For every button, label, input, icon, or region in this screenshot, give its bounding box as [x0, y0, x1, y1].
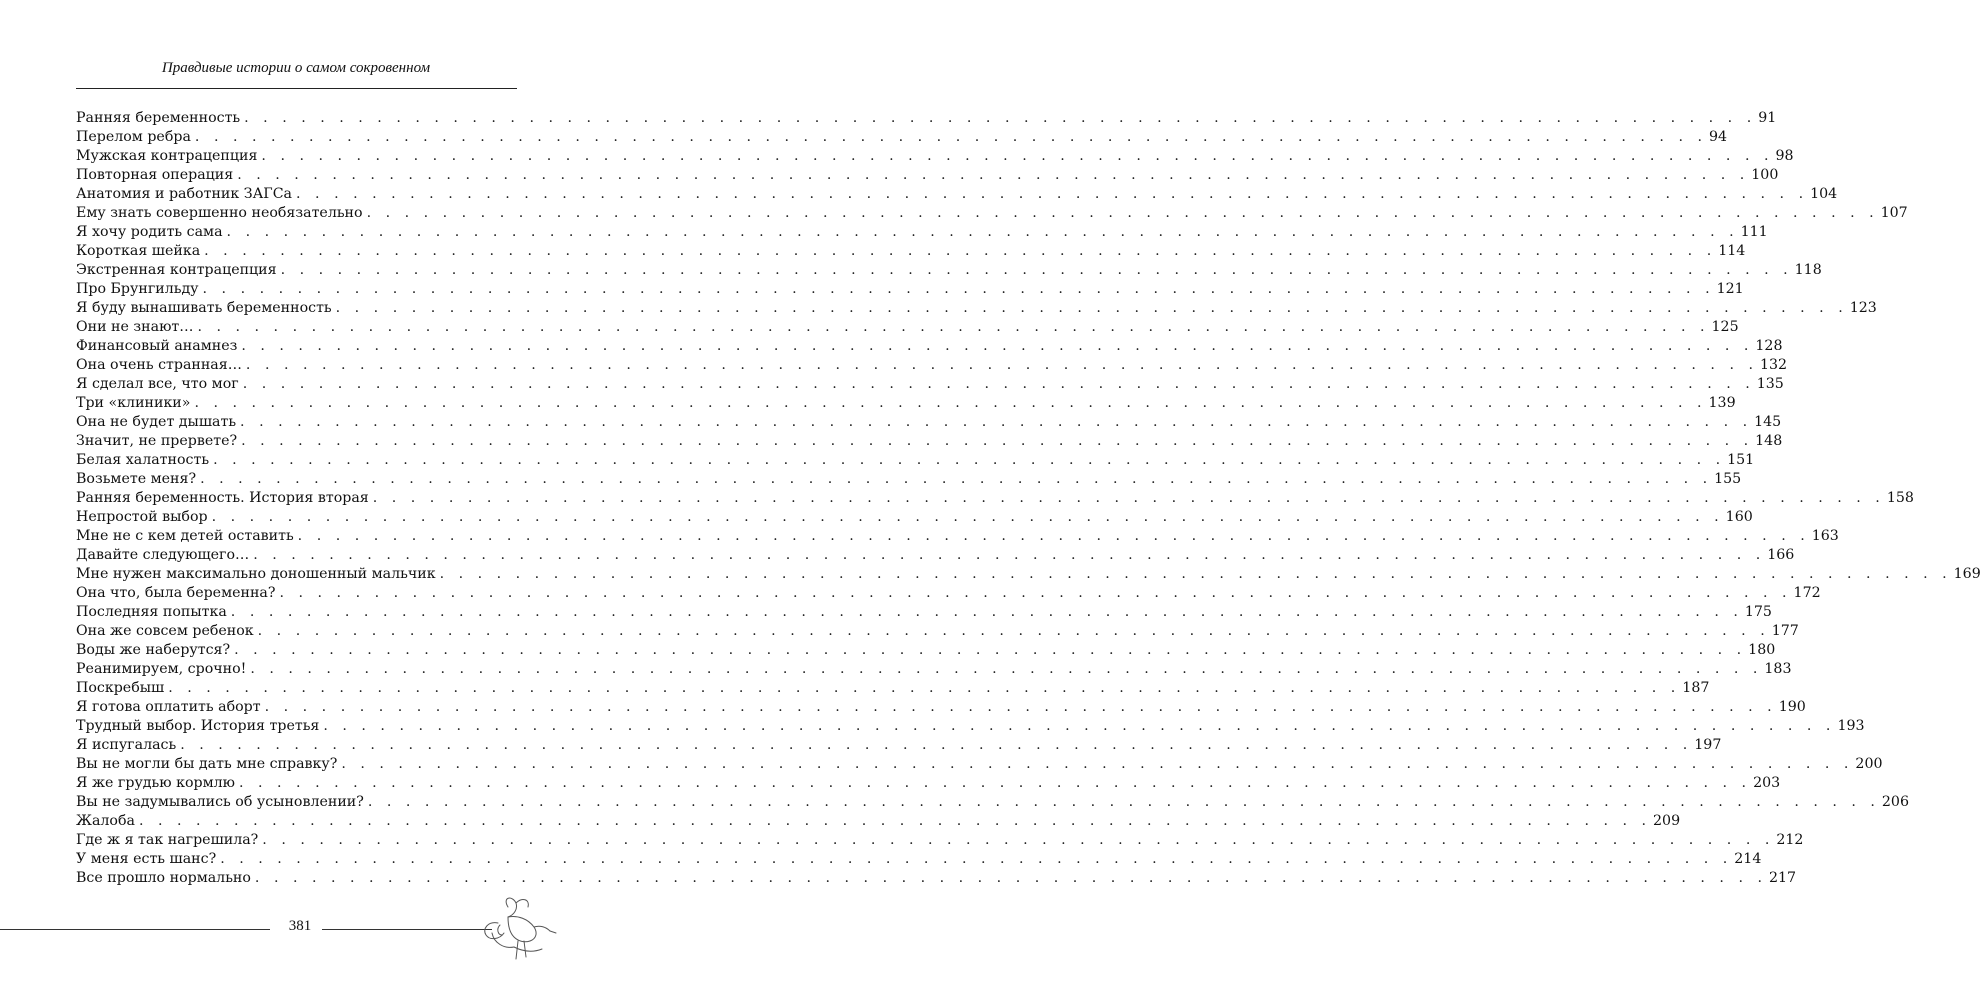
toc-entry: [76, 679, 1710, 698]
toc-entry-page: 190: [1778, 699, 1806, 715]
toc-entry: [76, 812, 1681, 831]
toc-entry-title: Значит, не прервете?: [76, 433, 238, 449]
toc-entry-title: Все прошло нормально: [76, 870, 251, 886]
toc-leader-dots: . . . . . . . . . . . . . . . . . . . . . . . . . . . . . . . . . . . . . . . . . . . . . . . . . . . . . . . . . . . . . . . . . . . . . . . . . . . . . . . .: [367, 794, 1880, 810]
toc-leader-dots: . . . . . . . . . . . . . . . . . . . . . . . . . . . . . . . . . . . . . . . . . . . . . . . . . . . . . . . . . . . . . . . . . . . . . . . . . . . . . . . .: [323, 718, 1836, 734]
footer-divider-right: [322, 929, 492, 930]
toc-entry-title: Финансовый анамнез: [76, 338, 238, 354]
toc-entry-title: Вы не задумывались об усыновлении?: [76, 794, 364, 810]
toc-entry: [76, 641, 1776, 660]
toc-leader-dots: . . . . . . . . . . . . . . . . . . . . . . . . . . . . . . . . . . . . . . . . . . . . . . . . . . . . . . . . . . . . . . . . . . . . . . . . . . . . . . . .: [261, 148, 1774, 164]
toc-entry: [76, 774, 1781, 793]
toc-entry-title: Я сделал все, что мог: [76, 376, 239, 392]
toc-entry: [76, 793, 1909, 812]
toc-entry-title: Перелом ребра: [76, 129, 191, 145]
toc-entry-title: Про Брунгильду: [76, 281, 199, 297]
toc-entry-title: У меня есть шанс?: [76, 851, 217, 867]
toc-leader-dots: . . . . . . . . . . . . . . . . . . . . . . . . . . . . . . . . . . . . . . . . . . . . . . . . . . . . . . . . . . . . . . . . . . . . . . . . . . . . . . . .: [200, 471, 1713, 487]
toc-entry-title: Она очень странная…: [76, 357, 242, 373]
toc-leader-dots: . . . . . . . . . . . . . . . . . . . . . . . . . . . . . . . . . . . . . . . . . . . . . . . . . . . . . . . . . . . . . . . . . . . . . . . . . . . . . . . .: [241, 433, 1754, 449]
toc-entry-page: 91: [1758, 110, 1777, 126]
toc-leader-dots: . . . . . . . . . . . . . . . . . . . . . . . . . . . . . . . . . . . . . . . . . . . . . . . . . . . . . . . . . . . . . . . . . . . . . . . . . . . . . . . .: [262, 832, 1775, 848]
toc-entry: [76, 356, 1788, 375]
toc-leader-dots: . . . . . . . . . . . . . . . . . . . . . . . . . . . . . . . . . . . . . . . . . . . . . . . . . . . . . . . . . . . . . . . . . . . . . . . . . . . . . . . .: [204, 243, 1717, 259]
toc-entry-page: 187: [1682, 680, 1710, 696]
toc-entry-title: Мне не с кем детей оставить: [76, 528, 294, 544]
toc-entry-page: 100: [1751, 167, 1779, 183]
toc-entry: [76, 717, 1865, 736]
toc-entry-title: Три «клиники»: [76, 395, 191, 411]
toc-entry-title: Короткая шейка: [76, 243, 201, 259]
toc-entry: [76, 451, 1755, 470]
toc-entry: [76, 109, 1777, 128]
toc-entry: [76, 603, 1772, 622]
toc-entry: [76, 299, 1877, 318]
toc-leader-dots: . . . . . . . . . . . . . . . . . . . . . . . . . . . . . . . . . . . . . . . . . . . . . . . . . . . . . . . . . . . . . . . . . . . . . . . . . . . . . . . .: [197, 319, 1710, 335]
toc-entry-title: Анатомия и работник ЗАГСа: [76, 186, 293, 202]
toc-leader-dots: . . . . . . . . . . . . . . . . . . . . . . . . . . . . . . . . . . . . . . . . . . . . . . . . . . . . . . . . . . . . . . . . . . . . . . . . . . . . . . . .: [296, 186, 1809, 202]
toc-entry: [76, 242, 1746, 261]
toc-entry-page: 203: [1753, 775, 1781, 791]
toc-entry: [76, 831, 1804, 850]
toc-entry-page: 197: [1694, 737, 1722, 753]
toc-leader-dots: . . . . . . . . . . . . . . . . . . . . . . . . . . . . . . . . . . . . . . . . . . . . . . . . . . . . . . . . . . . . . . . . . . . . . . . . . . . . . . . .: [341, 756, 1854, 772]
toc-entry: [76, 736, 1722, 755]
toc-entry-page: 121: [1716, 281, 1744, 297]
toc-entry: [76, 489, 1914, 508]
toc-entry-page: 145: [1754, 414, 1782, 430]
toc-entry-title: Реанимируем, срочно!: [76, 661, 247, 677]
toc-entry-page: 135: [1756, 376, 1784, 392]
toc-entry-title: Где ж я так нагрешила?: [76, 832, 259, 848]
toc-entry-page: 163: [1811, 528, 1839, 544]
toc-entry: [76, 584, 1821, 603]
toc-entry-page: 111: [1740, 224, 1768, 240]
toc-entry: [76, 698, 1806, 717]
toc-entry-title: Белая халатность: [76, 452, 210, 468]
toc-leader-dots: . . . . . . . . . . . . . . . . . . . . . . . . . . . . . . . . . . . . . . . . . . . . . . . . . . . . . . . . . . . . . . . . . . . . . . . . . . . . . . . .: [253, 547, 1766, 563]
toc-entry-title: Воды же наберутся?: [76, 642, 231, 658]
toc-entry-page: 169: [1953, 566, 1981, 582]
toc-entry: [76, 869, 1797, 888]
toc-leader-dots: . . . . . . . . . . . . . . . . . . . . . . . . . . . . . . . . . . . . . . . . . . . . . . . . . . . . . . . . . . . . . . . . . . . . . . . . . . . . . . . .: [234, 642, 1747, 658]
toc-leader-dots: . . . . . . . . . . . . . . . . . . . . . . . . . . . . . . . . . . . . . . . . . . . . . . . . . . . . . . . . . . . . . . . . . . . . . . . . . . . . . . . .: [211, 509, 1724, 525]
toc-entry-page: 132: [1759, 357, 1788, 373]
toc-entry-page: 206: [1881, 794, 1909, 810]
toc-entry: [76, 147, 1794, 166]
toc-entry: [76, 261, 1822, 280]
toc-leader-dots: . . . . . . . . . . . . . . . . . . . . . . . . . . . . . . . . . . . . . . . . . . . . . . . . . . . . . . . . . . . . . . . . . . . . . . . . . . . . . . . .: [237, 167, 1750, 183]
toc-entry-page: 107: [1880, 205, 1908, 221]
toc-entry: [76, 660, 1792, 679]
toc-entry-title: Давайте следующего…: [76, 547, 250, 563]
toc-leader-dots: . . . . . . . . . . . . . . . . . . . . . . . . . . . . . . . . . . . . . . . . . . . . . . . . . . . . . . . . . . . . . . . . . . . . . . . . . . . . . . . .: [202, 281, 1715, 297]
toc-leader-dots: . . . . . . . . . . . . . . . . . . . . . . . . . . . . . . . . . . . . . . . . . . . . . . . . . . . . . . . . . . . . . . . . . . . . . . . . . . . . . . . .: [439, 566, 1952, 582]
toc-leader-dots: . . . . . . . . . . . . . . . . . . . . . . . . . . . . . . . . . . . . . . . . . . . . . . . . . . . . . . . . . . . . . . . . . . . . . . . . . . . . . . . .: [372, 490, 1885, 506]
page-number: 381: [288, 918, 312, 934]
toc-entry-title: Она что, была беременна?: [76, 585, 276, 601]
toc-entry-page: 151: [1727, 452, 1755, 468]
footer-divider-left: [0, 929, 270, 930]
toc-leader-dots: . . . . . . . . . . . . . . . . . . . . . . . . . . . . . . . . . . . . . . . . . . . . . . . . . . . . . . . . . . . . . . . . . . . . . . . . . . . . . . . .: [213, 452, 1726, 468]
stork-icon: [478, 893, 558, 963]
toc-entry-page: 209: [1653, 813, 1681, 829]
toc-leader-dots: . . . . . . . . . . . . . . . . . . . . . . . . . . . . . . . . . . . . . . . . . . . . . . . . . . . . . . . . . . . . . . . . . . . . . . . . . . . . . . . .: [245, 357, 1758, 373]
toc-leader-dots: . . . . . . . . . . . . . . . . . . . . . . . . . . . . . . . . . . . . . . . . . . . . . . . . . . . . . . . . . . . . . . . . . . . . . . . . . . . . . . . .: [280, 262, 1793, 278]
toc-entry-page: 114: [1718, 243, 1746, 259]
toc-entry: [76, 432, 1783, 451]
toc-entry-page: 125: [1711, 319, 1739, 335]
toc-entry: [76, 337, 1783, 356]
toc-leader-dots: . . . . . . . . . . . . . . . . . . . . . . . . . . . . . . . . . . . . . . . . . . . . . . . . . . . . . . . . . . . . . . . . . . . . . . . . . . . . . . . .: [226, 224, 1739, 240]
toc-entry-title: Поскребыш: [76, 680, 165, 696]
toc-entry-title: Непростой выбор: [76, 509, 208, 525]
toc-entry-page: 139: [1708, 395, 1736, 411]
toc-leader-dots: . . . . . . . . . . . . . . . . . . . . . . . . . . . . . . . . . . . . . . . . . . . . . . . . . . . . . . . . . . . . . . . . . . . . . . . . . . . . . . . .: [264, 699, 1777, 715]
toc-entry-page: 180: [1748, 642, 1776, 658]
toc-entry-title: Мужская контрацепция: [76, 148, 258, 164]
toc-entry-page: 123: [1849, 300, 1877, 316]
toc-leader-dots: . . . . . . . . . . . . . . . . . . . . . . . . . . . . . . . . . . . . . . . . . . . . . . . . . . . . . . . . . . . . . . . . . . . . . . . . . . . . . . . .: [220, 851, 1733, 867]
toc-entry-page: 160: [1725, 509, 1753, 525]
toc-entry-page: 128: [1755, 338, 1783, 354]
toc-entry: [76, 470, 1742, 489]
toc-leader-dots: . . . . . . . . . . . . . . . . . . . . . . . . . . . . . . . . . . . . . . . . . . . . . . . . . . . . . . . . . . . . . . . . . . . . . . . . . . . . . . . .: [297, 528, 1810, 544]
toc-entry-page: 158: [1886, 490, 1914, 506]
toc-leader-dots: . . . . . . . . . . . . . . . . . . . . . . . . . . . . . . . . . . . . . . . . . . . . . . . . . . . . . . . . . . . . . . . . . . . . . . . . . . . . . . . .: [250, 661, 1763, 677]
toc-entry: [76, 850, 1762, 869]
toc-entry: [76, 185, 1838, 204]
toc-entry: [76, 128, 1728, 147]
toc-leader-dots: . . . . . . . . . . . . . . . . . . . . . . . . . . . . . . . . . . . . . . . . . . . . . . . . . . . . . . . . . . . . . . . . . . . . . . . . . . . . . . . .: [138, 813, 1652, 829]
toc-leader-dots: . . . . . . . . . . . . . . . . . . . . . . . . . . . . . . . . . . . . . . . . . . . . . . . . . . . . . . . . . . . . . . . . . . . . . . . . . . . . . . . .: [230, 604, 1743, 620]
toc-entry-title: Повторная операция: [76, 167, 234, 183]
toc-entry: [76, 622, 1799, 641]
header-divider: [76, 88, 517, 89]
toc-entry: [76, 413, 1782, 432]
toc-entry: [76, 546, 1795, 565]
toc-entry-page: 172: [1793, 585, 1821, 601]
toc-leader-dots: . . . . . . . . . . . . . . . . . . . . . . . . . . . . . . . . . . . . . . . . . . . . . . . . . . . . . . . . . . . . . . . . . . . . . . . . . . . . . . . .: [254, 870, 1767, 886]
toc-entry-title: Возьмете меня?: [76, 471, 197, 487]
toc-leader-dots: . . . . . . . . . . . . . . . . . . . . . . . . . . . . . . . . . . . . . . . . . . . . . . . . . . . . . . . . . . . . . . . . . . . . . . . . . . . . . . . .: [194, 129, 1707, 145]
toc-entry-title: Она не будет дышать: [76, 414, 237, 430]
toc-leader-dots: . . . . . . . . . . . . . . . . . . . . . . . . . . . . . . . . . . . . . . . . . . . . . . . . . . . . . . . . . . . . . . . . . . . . . . . . . . . . . . . .: [240, 414, 1753, 430]
toc-entry-page: 155: [1714, 471, 1742, 487]
toc-entry-title: Я же грудью кормлю: [76, 775, 235, 791]
toc-entry-title: Трудный выбор. История третья: [76, 718, 320, 734]
toc-entry-title: Экстренная контрацепция: [76, 262, 277, 278]
toc-entry-title: Жалоба: [76, 813, 135, 829]
toc-entry-page: 177: [1771, 623, 1799, 639]
toc-leader-dots: . . . . . . . . . . . . . . . . . . . . . . . . . . . . . . . . . . . . . . . . . . . . . . . . . . . . . . . . . . . . . . . . . . . . . . . . . . . . . . . .: [239, 775, 1752, 791]
toc-entry-title: Мне нужен максимально доношенный мальчик: [76, 566, 436, 582]
toc-entry-title: Я испугалась: [76, 737, 177, 753]
toc-leader-dots: . . . . . . . . . . . . . . . . . . . . . . . . . . . . . . . . . . . . . . . . . . . . . . . . . . . . . . . . . . . . . . . . . . . . . . . . . . . . . . . .: [244, 110, 1757, 126]
toc-leader-dots: . . . . . . . . . . . . . . . . . . . . . . . . . . . . . . . . . . . . . . . . . . . . . . . . . . . . . . . . . . . . . . . . . . . . . . . . . . . . . . . .: [242, 376, 1755, 392]
toc-leader-dots: . . . . . . . . . . . . . . . . . . . . . . . . . . . . . . . . . . . . . . . . . . . . . . . . . . . . . . . . . . . . . . . . . . . . . . . . . . . . . . . .: [168, 680, 1681, 696]
toc-entry-title: Они не знают…: [76, 319, 194, 335]
toc-entry: [76, 166, 1779, 185]
toc-entry: [76, 375, 1784, 394]
running-header: Правдивые истории о самом сокровенном: [161, 60, 431, 76]
toc-leader-dots: . . . . . . . . . . . . . . . . . . . . . . . . . . . . . . . . . . . . . . . . . . . . . . . . . . . . . . . . . . . . . . . . . . . . . . . . . . . . . . . .: [257, 623, 1770, 639]
toc-entry: [76, 394, 1736, 413]
toc-entry: [76, 204, 1908, 223]
toc-entry: [76, 280, 1744, 299]
toc-leader-dots: . . . . . . . . . . . . . . . . . . . . . . . . . . . . . . . . . . . . . . . . . . . . . . . . . . . . . . . . . . . . . . . . . . . . . . . . . . . . . . . .: [180, 737, 1693, 753]
toc-entry-page: 193: [1837, 718, 1865, 734]
toc-entry: [76, 565, 1981, 584]
toc-leader-dots: . . . . . . . . . . . . . . . . . . . . . . . . . . . . . . . . . . . . . . . . . . . . . . . . . . . . . . . . . . . . . . . . . . . . . . . . . . . . . . . .: [335, 300, 1848, 316]
toc-entry-page: 104: [1810, 186, 1838, 202]
toc-entry-title: Я буду вынашивать беременность: [76, 300, 332, 316]
toc-entry-title: Я хочу родить сама: [76, 224, 223, 240]
toc-entry: [76, 508, 1753, 527]
table-of-contents: [76, 109, 1981, 888]
toc-entry-title: Последняя попытка: [76, 604, 227, 620]
toc-entry-title: Ему знать совершенно необязательно: [76, 205, 363, 221]
toc-leader-dots: . . . . . . . . . . . . . . . . . . . . . . . . . . . . . . . . . . . . . . . . . . . . . . . . . . . . . . . . . . . . . . . . . . . . . . . . . . . . . . . .: [241, 338, 1754, 354]
toc-entry-title: Я готова оплатить аборт: [76, 699, 261, 715]
toc-entry-page: 166: [1767, 547, 1795, 563]
toc-entry-page: 175: [1744, 604, 1772, 620]
toc-entry-page: 94: [1708, 129, 1728, 145]
toc-entry-title: Ранняя беременность. История вторая: [76, 490, 369, 506]
toc-leader-dots: . . . . . . . . . . . . . . . . . . . . . . . . . . . . . . . . . . . . . . . . . . . . . . . . . . . . . . . . . . . . . . . . . . . . . . . . . . . . . . . .: [279, 585, 1792, 601]
toc-leader-dots: . . . . . . . . . . . . . . . . . . . . . . . . . . . . . . . . . . . . . . . . . . . . . . . . . . . . . . . . . . . . . . . . . . . . . . . . . . . . . . . .: [194, 395, 1707, 411]
toc-entry-page: 98: [1775, 148, 1794, 164]
toc-entry-title: Вы не могли бы дать мне справку?: [76, 756, 338, 772]
toc-entry-page: 148: [1755, 433, 1783, 449]
toc-leader-dots: . . . . . . . . . . . . . . . . . . . . . . . . . . . . . . . . . . . . . . . . . . . . . . . . . . . . . . . . . . . . . . . . . . . . . . . . . . . . . . . .: [366, 205, 1879, 221]
toc-entry-page: 118: [1794, 262, 1822, 278]
toc-entry: [76, 755, 1883, 774]
toc-entry-title: Она же совсем ребенок: [76, 623, 254, 639]
toc-entry-title: Ранняя беременность: [76, 110, 241, 126]
toc-entry: [76, 318, 1739, 337]
toc-entry-page: 200: [1855, 756, 1883, 772]
toc-entry-page: 217: [1768, 870, 1797, 886]
toc-entry: [76, 223, 1768, 242]
toc-entry-page: 212: [1776, 832, 1804, 848]
toc-entry-page: 183: [1764, 661, 1792, 677]
toc-entry-page: 214: [1734, 851, 1762, 867]
toc-entry: [76, 527, 1839, 546]
